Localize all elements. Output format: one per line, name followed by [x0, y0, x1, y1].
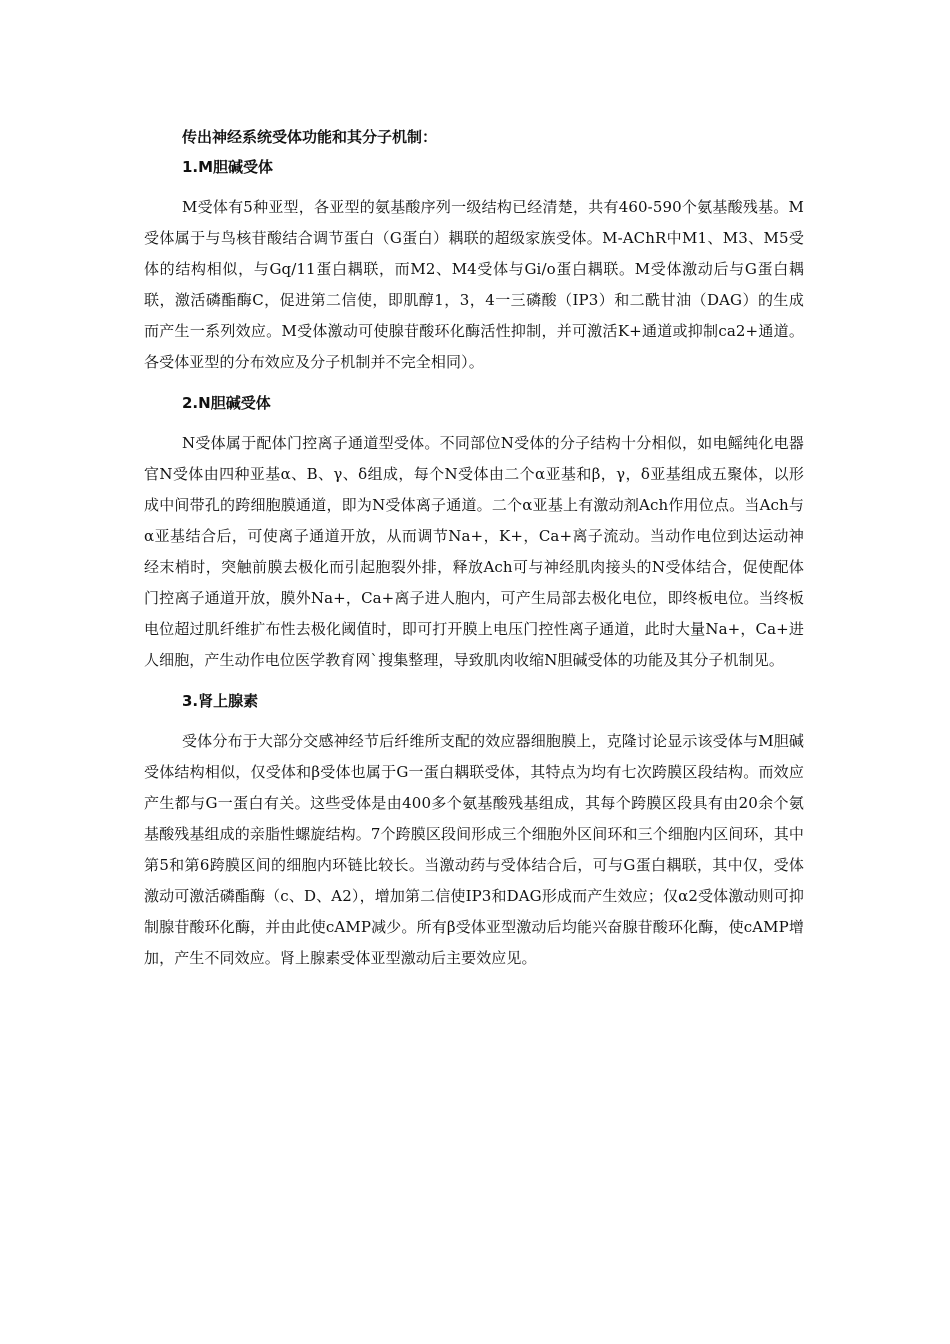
section-m-cholinergic-receptor [144, 156, 804, 378]
document-title: 传出神经系统受体功能和其分子机制： [182, 128, 438, 146]
document-content [144, 126, 804, 988]
section-adrenergic-receptor [144, 690, 804, 974]
section-paragraph: 受体分布于大部分交感神经节后纤维所支配的效应器细胞膜上，克隆讨论显示该受体与M胆碱受体结构相似，仅受体和β受体也属于G一蛋白耦联受体，其特点为均有七次跨膜区段结构。而效应产生都与G一蛋白有关。这些受体是由400多个氨基酸残基组成，其每个跨膜区段具有由20余个氨基酸残基组成的亲脂性螺旋结构。7个跨膜区段间形成三个细胞外区间环和三个细胞内区间环，其中第5和第6跨膜区间的细胞内环链比较长。当激动药与受体结合后，可与G蛋白耦联，其中仅，受体激动可激活磷酯酶（c、D、A2），增加第二信使IP3和DAG形成而产生效应；仅α2受体激动则可抑制腺苷酸环化酶，并由此使cAMP减少。所有β受体亚型激动后均能兴奋腺苷酸环化酶，使cAMP增加，产生不同效应。肾上腺素受体亚型激动后主要效应见。 [144, 732, 804, 967]
section-paragraph: M受体有5种亚型，各亚型的氨基酸序列一级结构已经清楚，共有460-590个氨基酸残基。M受体属于与鸟核苷酸结合调节蛋白（G蛋白）耦联的超级家族受体。M-AChR中M1、M3、M5受体的结构相似，与Gq/11蛋白耦联，而M2、M4受体与Gi/o蛋白耦联。M受体激动后与G蛋白耦联，激活磷酯酶C，促进第二信使，即肌醇1，3，4一三磷酸（IP3）和二酰甘油（DAG）的生成而产生一系列效应。M受体激动可使腺苷酸环化酶活性抑制，并可激活K+通道或抑制ca2+通道。各受体亚型的分布效应及分子机制并不完全相同）。 [144, 198, 804, 371]
section-heading: 3.肾上腺素 [182, 692, 259, 710]
section-heading: 2.N胆碱受体 [182, 394, 271, 412]
section-heading: 1.M胆碱受体 [182, 158, 274, 176]
section-paragraph: N受体属于配体门控离子通道型受体。不同部位N受体的分子结构十分相似，如电鳐纯化电器官N受体由四种亚基α、Β、γ、δ组成，每个N受体由二个α亚基和β，γ，δ亚基组成五聚体，以形成中间带孔的跨细胞膜通道，即为N受体离子通道。二个α亚基上有激动剂Ach作用位点。当Ach与α亚基结合后，可使离子通道开放，从而调节Na+，K+，Ca+离子流动。当动作电位到达运动神经末梢时，突触前膜去极化而引起胞裂外排，释放Ach可与神经肌肉接头的N受体结合，促使配体门控离子通道开放，膜外Na+，Ca+离子进人胞内，可产生局部去极化电位，即终板电位。当终板电位超过肌纤维扩布性去极化阈值时，即可打开膜上电压门控性离子通道，此时大量Na+，Ca+进人细胞，产生动作电位医学教育网`搜集整理，导致肌肉收缩N胆碱受体的功能及其分子机制见。 [144, 434, 804, 669]
section-n-cholinergic-receptor [144, 392, 804, 676]
